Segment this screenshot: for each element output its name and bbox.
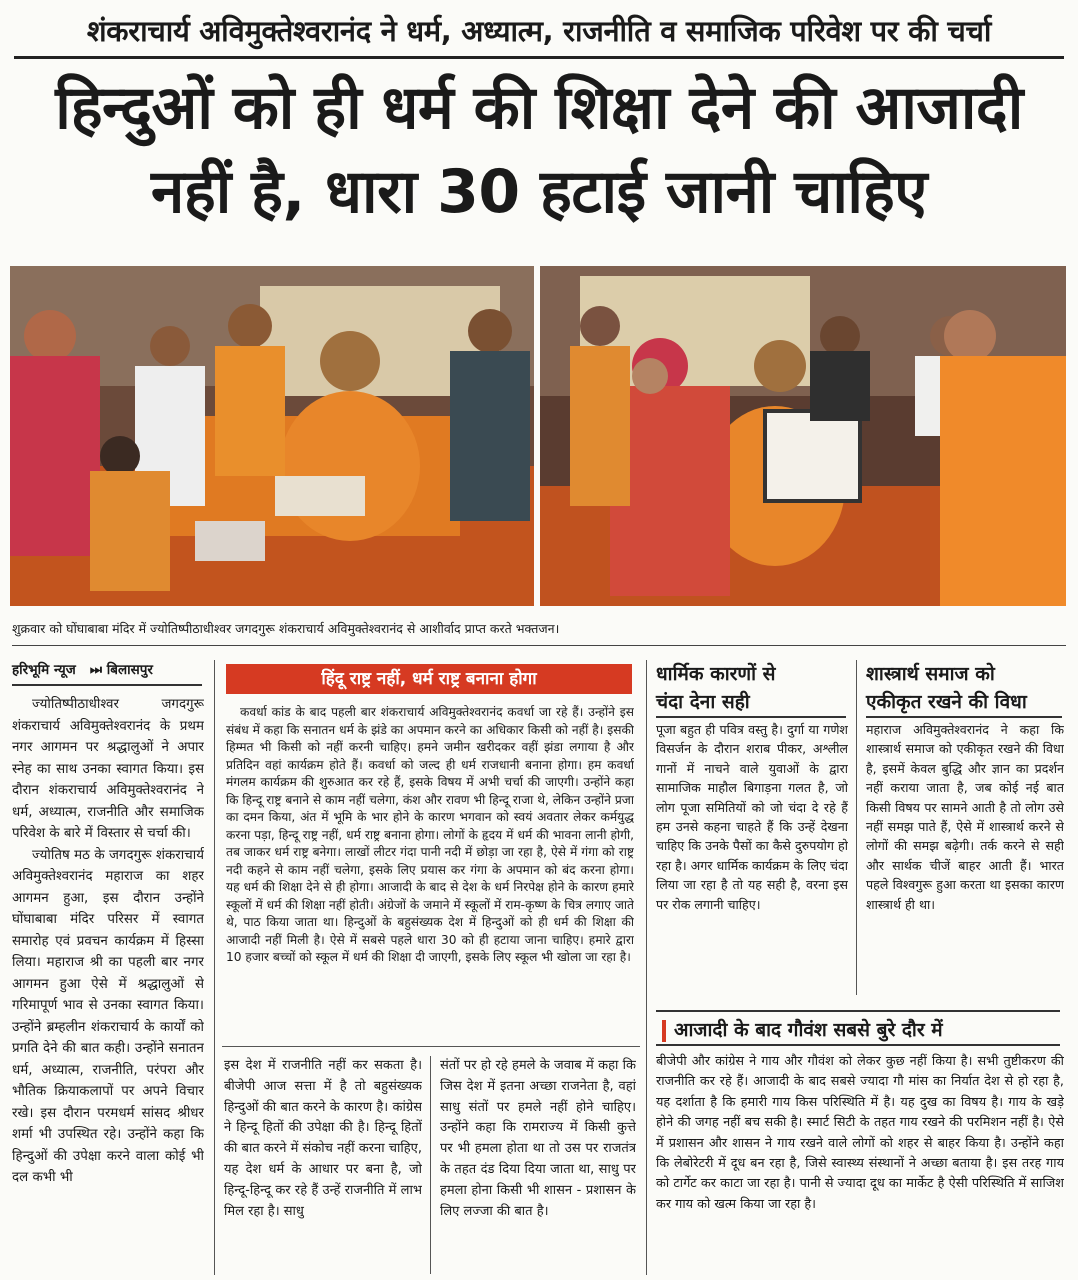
column-divider-4 bbox=[856, 660, 857, 995]
box1-title-line-2: चंदा देना सही bbox=[656, 691, 750, 713]
mid-column-2 bbox=[440, 1056, 636, 1274]
box1-title bbox=[656, 660, 846, 718]
byline-source: हरिभूमि न्यूज bbox=[12, 662, 76, 678]
box2-title bbox=[866, 660, 1062, 718]
center-box-title: हिंदू राष्ट्र नहीं, धर्म राष्ट्र बनाना होगा bbox=[226, 664, 632, 694]
kicker-headline: शंकराचार्य अविमुक्तेश्वरानंद ने धर्म, अध्यात्म, राजनीति व समाजिक परिवेश पर की चर्चा bbox=[86, 14, 992, 48]
kicker-rule bbox=[14, 56, 1064, 59]
left-para-1: ज्योतिष्पीठाधीश्वर जगदगुरू शंकराचार्य अविमुक्तेश्वरानंद के प्रथम नगर आगमन पर श्रद्धालुओं ने अपार स्नेह का साथ उनका स्वागत किया। इस दौरान शंकराचार्य अविमुक्तेश्वरानंद ने धर्म, अध्यात्म, राजनीति और समाजिक परिवेश के बारे में विस्तार से चर्चा की। bbox=[12, 697, 204, 841]
box3-accent-bar bbox=[662, 1020, 666, 1042]
box2-title-line-1: शास्त्रार्थ समाज को bbox=[866, 663, 995, 685]
left-para-2: ज्योतिष मठ के जगदगुरू शंकराचार्य अविमुक्तेश्वरानंद महाराज का शहर आगमन हुआ, इस दौरान उन्होंने घोंघाबाबा मंदिर परिसर में स्वागत समारोह एवं प्रवचन कार्यक्रम में हिस्सा लिया। महाराज श्री का पहली बार नगर आगमन हुआ ऐसे में श्रद्धालुओं से गरिमापूर्ण भाव से उनका स्वागत किया। उन्होंने ब्रम्हलीन शंकराचार्य के कार्यों को प्रगति देने की बात कही। उन्होंने सनातन धर्म, अध्यात्म, राजनीति, परंपरा और भौतिक क्रियाकलापों पर अपने विचार रखे। इस दौरान परमधर्म सांसद श्रीधर शर्मा भी उपस्थित रहे। उन्होंने कहा कि हिन्दुओं की उपेक्षा करने वाला कोई भी दल कभी भी bbox=[12, 847, 204, 1185]
box2-para: महाराज अविमुक्तेश्वरानंद ने कहा कि शास्त्रार्थ समाज को एकीकृत रखने की विधा है, इसमें केवल बुद्धि और ज्ञान का प्रदर्शन नहीं कराया जाता है, जब कोई नई बात किसी विषय पर सामने आती है तो लोग उसे नहीं समझ पाते हैं, ऐसे में शास्त्रार्थ करने से लोगों की समझ बढ़ेगी। तर्क करने से सही और सार्थक चीजें बाहर आती हैं। भारत पहले विश्वगुरू हुआ करता था इसका कारण शास्त्रार्थ ही था। bbox=[866, 722, 1064, 912]
headline-line-1: हिन्दुओं को ही धर्म की शिक्षा देने की आजादी bbox=[55, 73, 1023, 143]
left-column-text bbox=[12, 694, 204, 1274]
box2-text bbox=[866, 720, 1064, 992]
byline-arrow-icon: ⏭ bbox=[89, 662, 103, 678]
event-photo-right-image bbox=[540, 266, 1066, 606]
mid-column-1-text: इस देश में राजनीति नहीं कर सकता है। बीजेपी आज सत्ता में है तो बहुसंख्यक हिन्दुओं की बात करने के कारण है। कांग्रेस ने हिन्दू हितों की उपेक्षा की है। हिन्दू हितों की बात करने में संकोच नहीं करना चाहिए, यह देश धर्म के आधार पर बना है, जो हिन्दू-हिन्दू कर रहे हैं उन्हें राजनीति में लाभ मिल रहा है। साधु bbox=[224, 1058, 422, 1219]
mid-column-1 bbox=[224, 1056, 422, 1274]
headline-line-2: नहीं है, धारा 30 हटाई जानी चाहिए bbox=[151, 157, 927, 227]
byline-rule bbox=[12, 684, 202, 686]
event-photo-left-image bbox=[10, 266, 534, 606]
center-box-text bbox=[226, 704, 634, 1044]
box3-para: बीजेपी और कांग्रेस ने गाय और गौवंश को लेकर कुछ नहीं किया है। सभी तुष्टीकरण की राजनीति कर रहे हैं। आजादी के बाद सबसे ज्यादा गौ मांस का निर्यात देश से हो रहा है, यह दर्शाता है कि हमारी गाय किस परिस्थिति में है। यह दुख का विषय है। गाय के खड़े होने की जगह नहीं बच सकी है। स्मार्ट सिटी के तहत गाय रखने की परमिशन नहीं है। ऐसे में प्रशासन और शासन ने गाय रखने वाले लोगों को शहर से बाहर किया है। उन्होंने कहा कि लेबोरेटरी में दूध बन रहा है, जिसे स्वास्थ्य संस्थानों ने अच्छा बताया है। इस तरह गाय को टार्गेट कर काटा जा रहा है। पानी से ज्यादा दूध का मार्केट है ऐसी परिस्थिति में साजिश कर गाय को खत्म किया जा रहा है। bbox=[656, 1054, 1064, 1212]
box2-title-line-2: एकीकृत रखने की विधा bbox=[866, 691, 1027, 713]
photo-caption: शुक्रवार को घोंघाबाबा मंदिर में ज्योतिष्पीठाधीश्वर जगदगुरू शंकराचार्य अविमुक्तेश्वरानंद से आशीर्वाद प्राप्त करते भक्तजन। bbox=[12, 621, 560, 636]
byline bbox=[12, 660, 200, 680]
column-divider-3 bbox=[646, 660, 647, 1275]
main-headline bbox=[10, 66, 1068, 234]
byline-city: बिलासपुर bbox=[106, 662, 153, 678]
box1-title-line-1: धार्मिक कारणों से bbox=[656, 663, 776, 685]
center-box-rule bbox=[222, 1046, 640, 1047]
event-photo-right bbox=[540, 266, 1066, 606]
box3-title-text: आजादी के बाद गौवंश सबसे बुरे दौर में bbox=[674, 1019, 943, 1041]
box3-text bbox=[656, 1052, 1064, 1274]
event-photo-left bbox=[10, 266, 534, 606]
box1-para: पूजा बहुत ही पवित्र वस्तु है। दुर्गा या गणेश विसर्जन के दौरान शराब पीकर, अश्लील गानों में नाचने वाले युवाओं के द्वारा सामाजिक माहौल बिगाड़ना गलत है, जो लोग पूजा समितियों को जो चंदा दे रहे हैं हम उनसे कहना चाहते हैं कि उन्हें देखना चाहिए कि उनके पैसों का कैसे दुरुपयोग हो रहा है। अगर धार्मिक कार्यक्रम के लिए चंदा लिया जा रहा है तो यह सही है, वरना इस पर रोक लगानी चाहिए। bbox=[656, 722, 848, 912]
box1-text bbox=[656, 720, 848, 992]
box3-title bbox=[656, 1010, 1060, 1046]
column-divider-2 bbox=[430, 1056, 431, 1274]
column-divider-1 bbox=[214, 660, 215, 1275]
mid-column-2-text: संतों पर हो रहे हमले के जवाब में कहा कि जिस देश में इतना अच्छा राजनेता है, वहां साधु संतों पर हमले नहीं होने चाहिए। उन्होंने कहा कि रामराज्य में किसी कुत्ते पर भी हमला होता था तो उस पर राजतंत्र के तहत दंड दिया दिया जाता था, साधु पर हमला होना किसी भी शासन - प्रशासन के लिए लज्जा की बात है। bbox=[440, 1058, 636, 1219]
center-box-para: कवर्धा कांड के बाद पहली बार शंकराचार्य अविमुक्तेश्वरानंद कवर्धा जा रहे हैं। उन्होंने इस संबंध में कहा कि सनातन धर्म के झंडे का अपमान करने का अधिकार किसी को नहीं है। इसकी हिम्मत भी किसी को नहीं करनी चाहिए। हमने जमीन खरीदकर वहीं झंडा लगाया है और प्रतिदिन वहां कार्यक्रम होते हैं। कवर्धा को जल्द ही धर्म राजधानी बनाना होगा। हम कवर्धा मंगलम कार्यक्रम की शुरुआत कर रहे हैं, इसके विषय में अभी चर्चा की जाएगी। उन्होंने कहा कि हिन्दू राष्ट्र बनाने से काम नहीं चलेगा, कंश और रावण भी हिन्दू राजा थे, लेकिन उन्होंने प्रजा का दमन किया, अंत में भूमि के भार होने के कारण भगवान को स्वयं अवतार लेकर कर्मयुद्ध करना पड़ा, हिन्दू राष्ट्र नहीं, धर्म राष्ट्र बनाना होगा। लोगों के हृदय में धर्म की भावना लानी होगी, तब जाकर धर्म राष्ट्र बनेगा। लाखों लीटर गंदा पानी नदी में छोड़ा जा रहा है, ऐसे में गंगा को राष्ट्र नदी कहने से काम नहीं चलेगा, इसके लिए प्रयास कर गंगा के अपमान को बंद करना होगा। यह धर्म की शिक्षा देने से ही होगा। आजादी के बाद से देश के धर्म निरपेक्ष होने के कारण हमारे स्कूलों में धर्म की शिक्षा नहीं होती। अंग्रेजों के जमाने में स्कूलों में राम-कृष्ण के चित्र लगाए जाते थे, पाठ किया जाता था। हिन्दुओं के बहुसंख्यक देश में हिन्दुओं को ही धर्म की शिक्षा की आजादी नहीं मिली है। ऐसे में सबसे पहले धारा 30 को ही हटाया जाना चाहिए। हमारे द्वारा 10 हजार बच्चों को स्कूल में धर्म की शिक्षा दी जाएगी, इसके लिए स्कूल भी खोला जा रहा है। bbox=[226, 705, 634, 964]
caption-rule bbox=[12, 645, 1066, 646]
